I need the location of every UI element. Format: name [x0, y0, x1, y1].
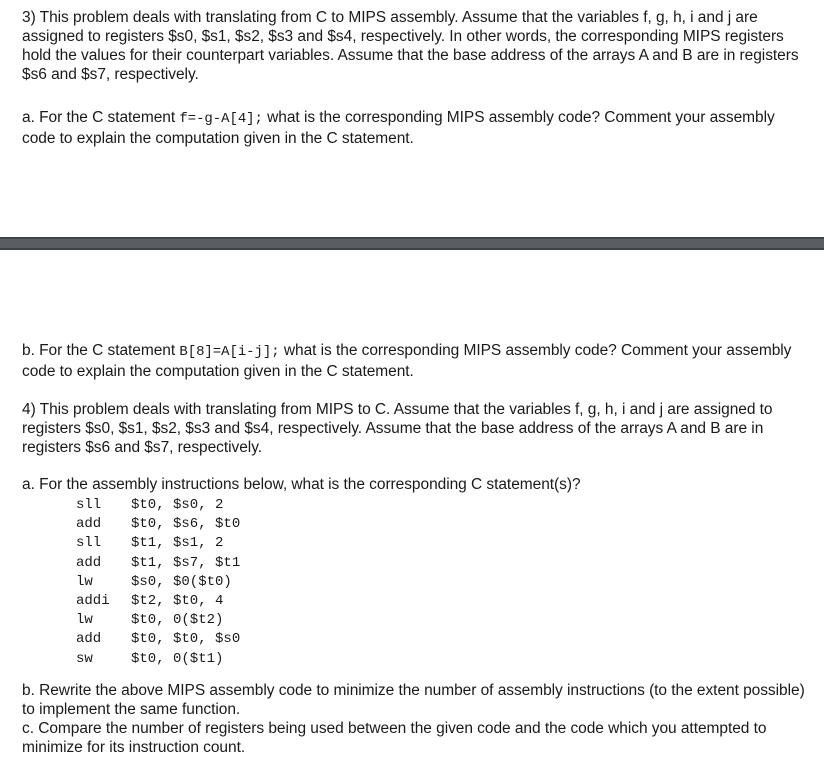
code-opcode: lw	[76, 573, 93, 590]
code-opcode: lw	[76, 612, 93, 629]
code-operands: $t0, $t0, $s0	[131, 631, 241, 648]
q3a-c-statement: f=-g-A[4];	[179, 111, 263, 127]
code-operands: $t0, 0($t2)	[131, 612, 224, 629]
code-opcode: add	[76, 554, 102, 571]
code-operands: $t0, $s6, $t0	[131, 516, 241, 533]
code-opcode: add	[76, 631, 102, 648]
q3a-prefix: a. For the C statement	[22, 109, 180, 126]
code-line	[76, 592, 240, 611]
code-line	[76, 496, 240, 515]
code-line	[76, 554, 240, 573]
code-operands: $t0, $s0, 2	[131, 497, 224, 513]
code-opcode: add	[76, 516, 102, 533]
q3b-c-statement: B[8]=A[i-j];	[179, 344, 280, 360]
code-line	[76, 534, 240, 553]
code-operands: $t0, 0($t1)	[131, 650, 224, 667]
q3-part-a	[22, 108, 812, 148]
q3b-prefix: b. For the C statement	[22, 342, 180, 359]
code-line	[76, 650, 240, 669]
q4-part-b: b. Rewrite the above MIPS assembly code to minimize the number of assembly instructions (to the extent possible) to implement the same function.	[22, 682, 805, 718]
q3a-suffix: what is the corresponding MIPS assembly code? Comment your assembly code to explain the computation given in the C statement.	[22, 109, 775, 147]
code-opcode: sw	[76, 650, 93, 667]
q4-intro: 4) This problem deals with translating from MIPS to C. Assume that the variables f, g, h, i and j are assigned to registers $s0, $s1, $s2, $s3 and $s4, respectively. Assume that the base address of the arrays A and B are in registers $s6 and $s7, respectively.	[22, 401, 773, 456]
q4-part-a: a. For the assembly instructions below, what is the corresponding C statement(s)?	[22, 476, 581, 493]
code-operands: $t1, $s7, $t1	[131, 554, 241, 571]
code-line	[76, 515, 240, 534]
mips-code-block	[76, 496, 240, 669]
q3-part-b	[22, 341, 812, 381]
code-operands: $t1, $s1, 2	[131, 535, 224, 552]
q3b-suffix: what is the corresponding MIPS assembly code? Comment your assembly code to explain the computation given in the C statement.	[22, 342, 792, 380]
code-opcode: sll	[76, 497, 102, 513]
code-opcode: addi	[76, 592, 110, 609]
code-operands: $t2, $t0, 4	[131, 592, 224, 609]
q3-intro: 3) This problem deals with translating from C to MIPS assembly. Assume that the variables f, g, h, i and j are assigned to registers $s0, $s1, $s2, $s3 and $s4, respectively. In other words, the corresponding MIPS registers hold the values for their counterpart variables. Assume that the base address of the arrays A and B are in registers $s6 and $s7, respectively.	[22, 9, 799, 83]
code-line	[76, 611, 240, 630]
code-line	[76, 573, 240, 592]
code-operands: $s0, $0($t0)	[131, 573, 232, 590]
page-divider	[0, 237, 824, 250]
code-line	[76, 630, 240, 649]
code-opcode: sll	[76, 535, 102, 552]
q4-part-c: c. Compare the number of registers being used between the given code and the code which you attempted to minimize for its instruction count.	[22, 720, 767, 756]
